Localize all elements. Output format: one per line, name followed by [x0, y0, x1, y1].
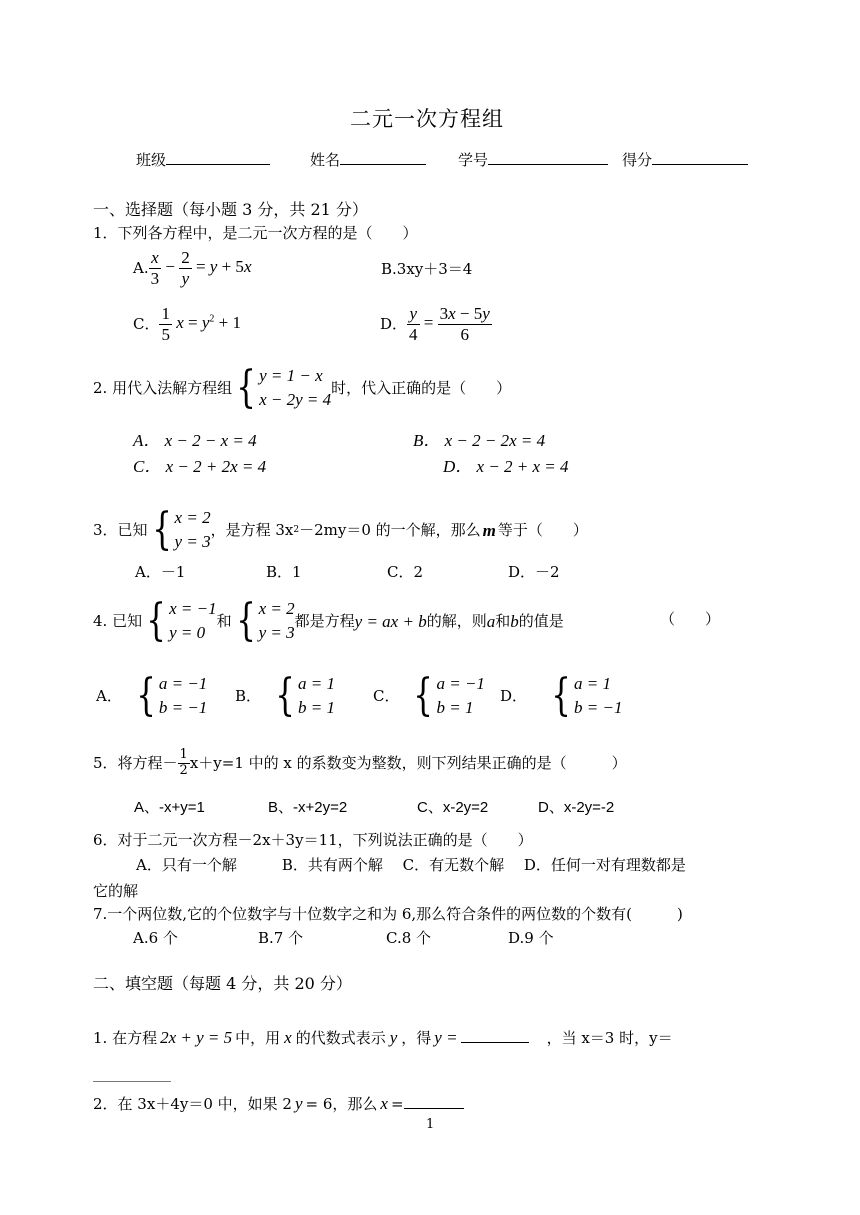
s2-q2-eq: =	[390, 1095, 404, 1113]
q4-option-c: C． { a = −1 b = 1	[373, 670, 485, 721]
s2-q1-equation: 2x + y = 5	[160, 1028, 233, 1047]
q5-frac-num: 1	[179, 747, 188, 762]
q4-middle: 都是方程	[294, 611, 355, 630]
q4-stem	[93, 597, 564, 645]
q5-stem	[93, 748, 627, 779]
q6-stem: 6．对于二元一次方程－2x＋3y＝11，下列说法正确的是（ ）	[93, 831, 533, 849]
q4-b-row1: a = 1	[298, 674, 336, 693]
score-blank	[652, 150, 748, 165]
q7-option-d: D.9 个	[508, 929, 554, 947]
q2-option-a: A． x − 2 − x = 4	[133, 431, 257, 450]
q4-var-b: b	[510, 611, 519, 631]
q3-option-d: D．－2	[508, 563, 560, 581]
q1-c-label: C．	[133, 314, 160, 333]
q4-suffix-a: 的解，则	[426, 611, 487, 630]
q4-sys2-row1: x = 2	[258, 599, 295, 618]
score-label: 得分	[622, 151, 653, 169]
q4-c-row1: a = −1	[436, 674, 485, 693]
q2-stem	[93, 364, 511, 412]
q3-sup: 2	[293, 524, 300, 535]
q4-b-row2: b = 1	[298, 698, 336, 717]
class-blank	[166, 150, 270, 165]
q3-var-m: m	[482, 520, 496, 540]
s2-q2-mid: = 6，那么	[305, 1095, 378, 1113]
q7-stem: 7.一个两位数,它的个位数字与十位数字之和为 6,那么符合条件的两位数的个数有( )	[93, 905, 683, 923]
s2-q1-mid1: 中，用	[235, 1029, 281, 1047]
q2-sys-row2: x − 2y = 4	[259, 390, 332, 409]
q3-suffix-b: －2my＝0 的一个解，那么	[299, 520, 481, 539]
q4-and: 和	[216, 611, 232, 630]
q3-system: { x = 2 y = 3	[151, 504, 211, 555]
q7-option-c: C.8 个	[386, 929, 432, 947]
q7-option-a: A.6 个	[133, 929, 178, 947]
q5-fraction	[178, 748, 190, 779]
q1-option-a	[133, 248, 251, 288]
s2-q1-var-x: x	[284, 1028, 292, 1047]
name-blank	[340, 150, 426, 165]
s2-q2	[93, 1094, 464, 1112]
s2-q1-mid4: ，当 x＝3 时，y＝	[546, 1029, 673, 1047]
s2-q2-prefix: 2．在 3x＋4y＝0 中，如果 2	[93, 1095, 292, 1113]
q5-option-c: C、x-2y=2	[417, 799, 489, 816]
s2-q1-blank1	[461, 1028, 529, 1043]
s2-q2-var-x: x	[380, 1094, 388, 1113]
q4-a-row1: a = −1	[158, 674, 208, 693]
q4-c-row2: b = 1	[436, 698, 474, 717]
s2-q2-blank	[404, 1094, 464, 1109]
q3-option-a: A．－1	[135, 563, 186, 581]
s2-q1-blank2	[93, 1067, 171, 1082]
q3-row2: y = 3	[174, 532, 211, 551]
q4-option-b: B． { a = 1 b = 1	[235, 670, 336, 721]
s2-q1-prefix: 1. 在方程	[93, 1029, 158, 1047]
q1-option-d	[380, 304, 492, 344]
q5-prefix: 5．将方程－	[93, 753, 178, 772]
q4-c-label: C．	[373, 686, 400, 705]
q4-prefix: 4. 已知	[93, 611, 143, 630]
q3-row1: x = 2	[174, 508, 211, 527]
q3-prefix: 3．已知	[93, 520, 148, 539]
section1-heading: 一、选择题（每小题 3 分，共 21 分）	[93, 200, 368, 219]
q4-a-row2: b = −1	[158, 698, 208, 717]
q1-option-c	[133, 304, 241, 344]
q4-sys2-row2: y = 3	[258, 623, 295, 642]
q5-option-d: D、x-2y=-2	[538, 799, 615, 816]
name-field	[310, 150, 426, 168]
q4-sys1-row1: x = −1	[169, 599, 217, 618]
s2-q1-mid2: 的代数式表示	[295, 1029, 386, 1047]
q5-option-b: B、-x+2y=2	[268, 799, 348, 816]
q1-option-b: B.3xy＋3＝4	[381, 260, 473, 278]
q1-a-equation: $\frac{x}{3}$ − $\frac{2}{y}$ = y + 5x	[150, 248, 252, 288]
q1-stem: 1．下列各方程中，是二元一次方程的是（ ）	[93, 224, 418, 242]
q7-option-b: B.7 个	[258, 929, 304, 947]
q4-option-a: A． { a = −1 b = −1	[96, 670, 208, 721]
q5-suffix: x＋y=1 中的 x 的系数变为整数，则下列结果正确的是（ ）	[189, 753, 627, 772]
q3-suffix-a: ，是方程 3x	[210, 520, 294, 539]
q5-frac-den: 2	[179, 762, 188, 778]
q2-prefix: 2. 用代入法解方程组	[93, 378, 233, 397]
q2-system: { y = 1 − x x − 2y = 4	[236, 362, 332, 413]
q4-d-row1: a = 1	[574, 674, 612, 693]
q1-d-label: D．	[380, 314, 408, 333]
page-number: 1	[426, 1117, 435, 1132]
student-id-field	[458, 150, 608, 168]
q2-option-d: D． x − 2 + x = 4	[443, 457, 569, 476]
q2-option-c: C． x − 2 + 2x = 4	[133, 457, 267, 476]
q4-suffix-b: 的值是	[518, 611, 564, 630]
q3-suffix-c: 等于（ ）	[497, 520, 588, 539]
q3-option-b: B．1	[266, 563, 302, 581]
q6-options: A．只有一个解 B．共有两个解 C．有无数个解 D．任何一对有理数都是	[136, 856, 686, 874]
s2-q1-mid3: ，得	[401, 1029, 432, 1047]
class-label: 班级	[136, 151, 167, 169]
page-title: 二元一次方程组	[350, 107, 504, 131]
q4-equation: y = ax + b	[354, 611, 427, 631]
q4-system2: { x = 2 y = 3	[235, 595, 295, 646]
q4-d-label: D．	[500, 686, 528, 705]
q1-a-label: A.	[133, 258, 149, 277]
q4-d-row2: b = −1	[574, 698, 623, 717]
q1-c-equation: $\frac{1}{5}$ $x = y^2 + 1$	[161, 304, 242, 344]
q6-continuation: 它的解	[93, 882, 139, 900]
student-id-blank	[488, 150, 608, 165]
q1-d-equation: $\frac{y}{4}$ = $\frac{3x - 5y}{6}$	[409, 304, 490, 344]
q4-suffix-and: 和	[495, 611, 511, 630]
s2-q1-y-eq: y =	[434, 1028, 458, 1047]
q4-option-d: D． { a = 1 b = −1	[500, 670, 623, 721]
q3-stem	[93, 506, 588, 554]
class-field	[136, 150, 270, 168]
q2-suffix: 时，代入正确的是（ ）	[331, 378, 512, 397]
q4-answer-paren: （ ）	[660, 610, 721, 628]
q2-sys-row1: y = 1 − x	[259, 366, 323, 385]
name-label: 姓名	[310, 151, 341, 169]
q2-option-b: B． x − 2 − 2x = 4	[413, 431, 546, 450]
q4-b-label: B．	[235, 686, 262, 705]
student-id-label: 学号	[458, 151, 489, 169]
section2-heading: 二、填空题（每题 4 分，共 20 分）	[93, 974, 352, 993]
q5-option-a: A、-x+y=1	[134, 799, 205, 816]
q4-sys1-row2: y = 0	[169, 623, 206, 642]
s2-q1-blank2-line	[93, 1067, 171, 1085]
s2-q2-var-y: y	[294, 1094, 303, 1113]
s2-q1-var-y: y	[389, 1028, 398, 1047]
q3-option-c: C．2	[387, 563, 424, 581]
s2-q1	[93, 1028, 673, 1046]
q4-system1: { x = −1 y = 0	[146, 595, 217, 646]
q4-var-a: a	[486, 611, 496, 631]
score-field	[622, 150, 748, 168]
q4-a-label: A．	[96, 686, 122, 705]
